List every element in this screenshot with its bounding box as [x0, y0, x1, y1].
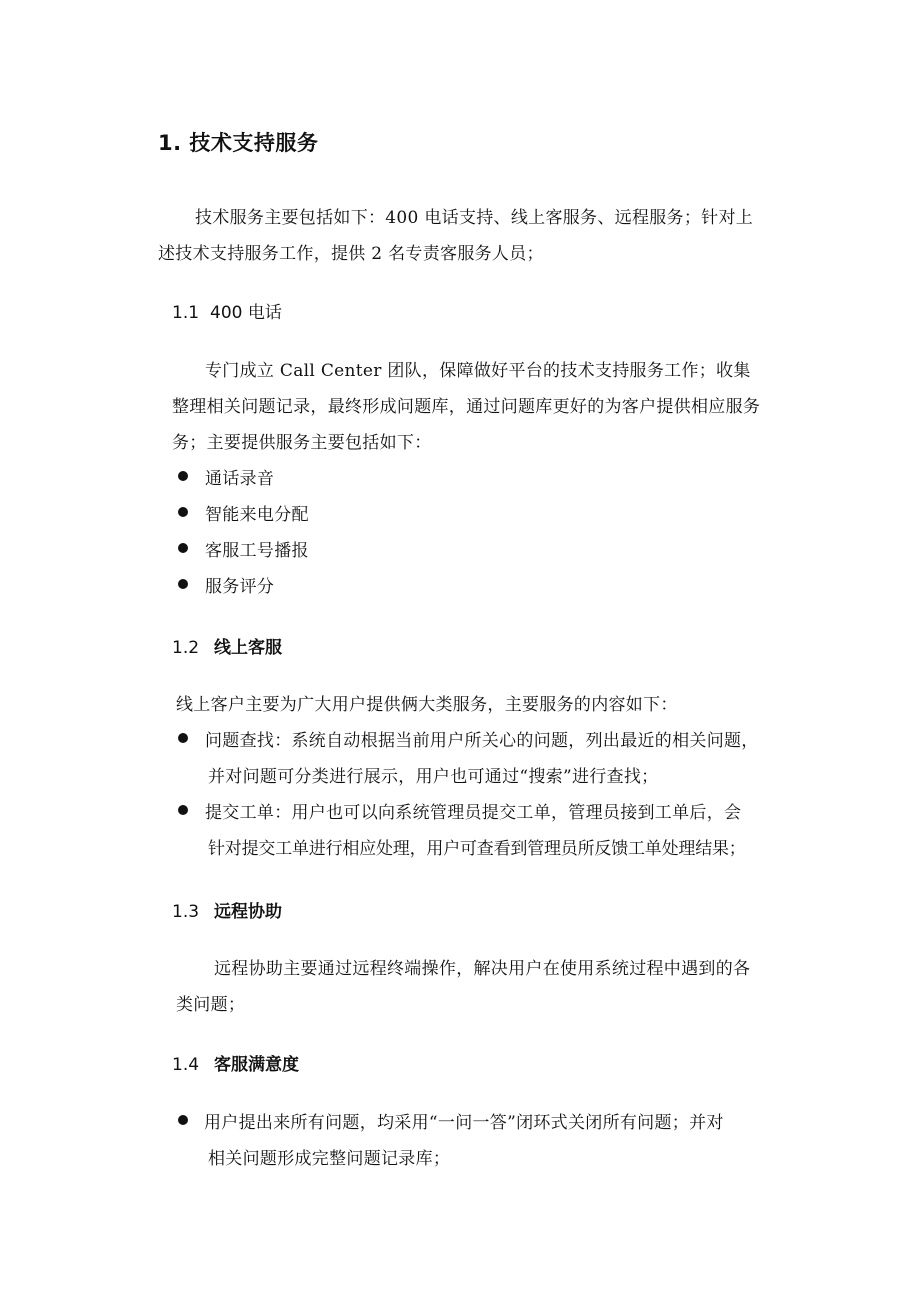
intro-line-1: 技术服务主要包括如下：400 电话支持、线上客服务、远程服务；针对上	[195, 208, 754, 228]
subsection-number: 1.4	[172, 1055, 200, 1075]
subsection-heading-1-2	[172, 633, 282, 658]
list-item: 智能来电分配	[205, 505, 309, 525]
subsection-number: 1.1	[172, 303, 200, 323]
subsection-title: 400 电话	[210, 303, 282, 323]
bullet-icon	[178, 579, 188, 589]
paragraph-line: 专门成立 Call Center 团队，保障做好平台的技术支持服务工作；收集	[205, 361, 751, 381]
list-item: 客服工号播报	[205, 541, 309, 561]
list-item-line: 提交工单：用户也可以向系统管理员提交工单，管理员接到工单后，会	[205, 803, 742, 823]
subsection-heading-1-4	[172, 1050, 299, 1075]
subsection-number: 1.3	[172, 902, 200, 922]
paragraph-line: 类问题；	[176, 995, 246, 1015]
subsection-heading-1-3	[172, 897, 282, 922]
bullet-icon	[178, 733, 188, 743]
bullet-icon	[178, 1115, 188, 1125]
intro-line-2: 述技术支持服务工作，提供 2 名专责客服务人员；	[158, 244, 544, 264]
subsection-heading-1-1	[172, 298, 282, 323]
list-item-line: 相关问题形成完整问题记录库；	[208, 1149, 451, 1169]
list-item-line: 并对问题可分类进行展示，用户也可通过“搜索”进行查找；	[208, 767, 659, 787]
bullet-icon	[178, 471, 188, 481]
list-item-line: 用户提出来所有问题，均采用“一问一答”闭环式关闭所有问题；并对	[204, 1113, 724, 1133]
paragraph-line: 务；主要提供服务主要包括如下：	[172, 433, 432, 453]
bullet-icon	[178, 543, 188, 553]
paragraph-line: 线上客户主要为广大用户提供俩大类服务，主要服务的内容如下：	[176, 695, 678, 715]
paragraph-line: 远程协助主要通过远程终端操作，解决用户在使用系统过程中遇到的各	[214, 959, 751, 979]
bullet-icon	[178, 805, 188, 815]
subsection-title: 客服满意度	[214, 1055, 299, 1075]
subsection-number: 1.2	[172, 638, 200, 658]
subsection-title: 远程协助	[214, 902, 282, 922]
bullet-icon	[178, 507, 188, 517]
list-item: 通话录音	[205, 469, 275, 489]
list-item-line: 针对提交工单进行相应处理，用户可查看到管理员所反馈工单处理结果；	[208, 839, 746, 859]
list-item: 服务评分	[205, 577, 275, 597]
list-item-line: 问题查找：系统自动根据当前用户所关心的问题，列出最近的相关问题，	[205, 731, 759, 751]
subsection-title: 线上客服	[214, 638, 282, 658]
section-heading: 1. 技术支持服务	[158, 131, 319, 155]
paragraph-line: 整理相关问题记录，最终形成问题库，通过问题库更好的为客户提供相应服务	[172, 397, 761, 417]
